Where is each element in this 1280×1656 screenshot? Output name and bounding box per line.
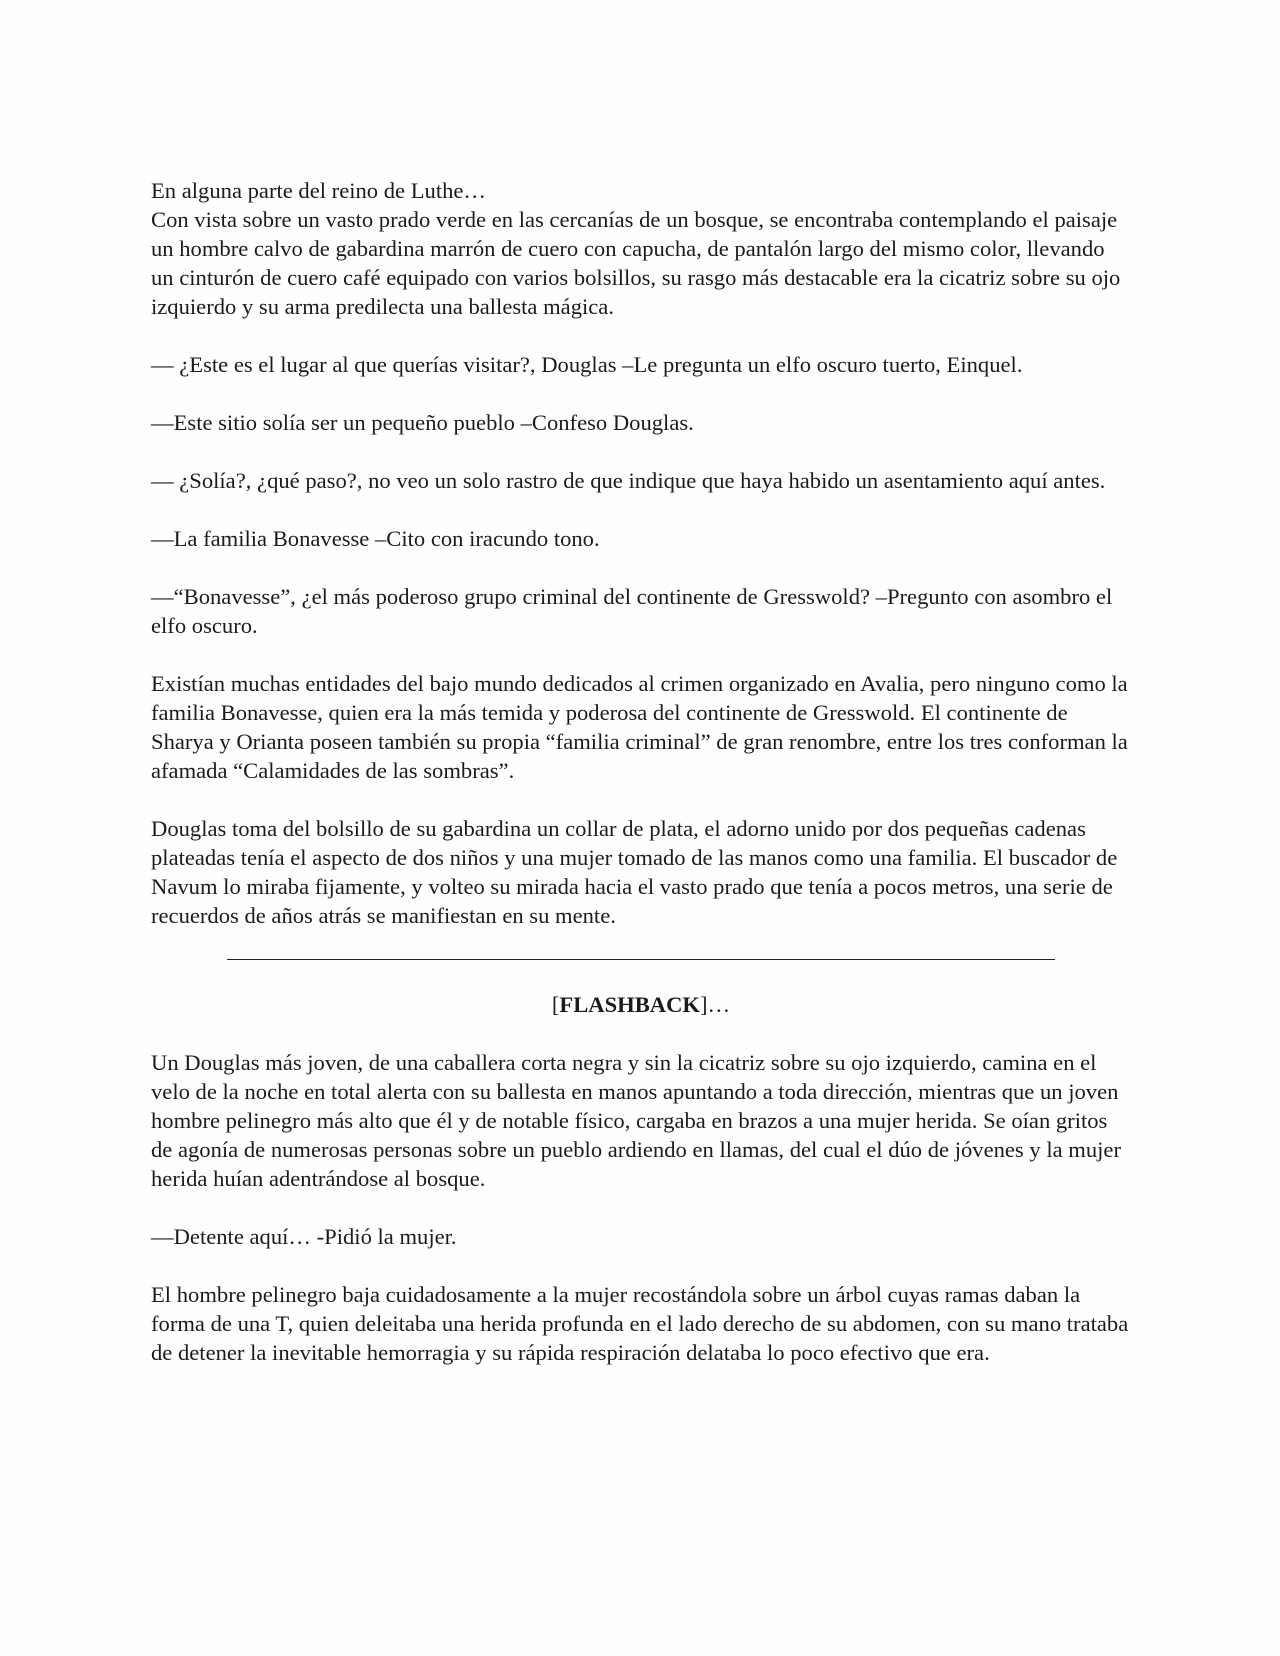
heading-close: ]…: [700, 992, 731, 1017]
dialogue-line: —La familia Bonavesse –Cito con iracundo tono.: [151, 526, 600, 551]
document-body: [151, 176, 1131, 1396]
dialogue-line: —Detente aquí… -Pidió la mujer.: [151, 1224, 457, 1249]
paragraph: Con vista sobre un vasto prado verde en las cercanías de un bosque, se encontraba contemplando el paisaje un hombre calvo de gabardina marrón de cuero con capucha, de pantalón largo del mismo color, llevando un cinturón de cuero café equipado con varios bolsillos, su rasgo más destacable era la cicatriz sobre su ojo izquierdo y su arma predilecta una ballesta mágica.: [151, 207, 1121, 319]
flashback-heading: [151, 990, 1131, 1019]
heading-open-bracket: [: [551, 992, 560, 1017]
paragraph: El hombre pelinegro baja cuidadosamente a la mujer recostándola sobre un árbol cuyas ramas daban la forma de una T, quien deleitaba una herida profunda en el lado derecho de su abdomen, con su mano trataba de detener la inevitable hemorragia y su rápida respiración delataba lo poco efectivo que era.: [151, 1282, 1129, 1365]
dialogue-line: — ¿Solía?, ¿qué paso?, no veo un solo rastro de que indique que haya habido un asentamiento aquí antes.: [151, 468, 1106, 493]
dialogue-line: — ¿Este es el lugar al que querías visitar?, Douglas –Le pregunta un elfo oscuro tuerto, Einquel.: [151, 352, 1023, 377]
paragraph: Existían muchas entidades del bajo mundo dedicados al crimen organizado en Avalia, pero ninguno como la familia Bonavesse, quien era la más temida y poderosa del continente de Gresswold. El continente de Sharya y Orianta poseen también su propia “familia criminal” de gran renombre, entre los tres conforman la afamada “Calamidades de las sombras”.: [151, 671, 1128, 783]
dialogue-line: —Este sitio solía ser un pequeño pueblo –Confeso Douglas.: [151, 410, 694, 435]
paragraph: Douglas toma del bolsillo de su gabardina un collar de plata, el adorno unido por dos pequeñas cadenas plateadas tenía el aspecto de dos niños y una mujer tomado de las manos como una familia. El buscador de Navum lo miraba fijamente, y volteo su mirada hacia el vasto prado que tenía a pocos metros, una serie de recuerdos de años atrás se manifiestan en su mente.: [151, 816, 1118, 928]
dialogue-line: —“Bonavesse”, ¿el más poderoso grupo criminal del continente de Gresswold? –Pregunto con asombro el elfo oscuro.: [151, 584, 1113, 638]
paragraph: Un Douglas más joven, de una caballera corta negra y sin la cicatriz sobre su ojo izquierdo, camina en el velo de la noche en total alerta con su ballesta en manos apuntando a toda dirección, mientras que un joven hombre pelinegro más alto que él y de notable físico, cargaba en brazos a una mujer herida. Se oían gritos de agonía de numerosas personas sobre un pueblo ardiendo en llamas, del cual el dúo de jóvenes y la mujer herida huían adentrándose al bosque.: [151, 1050, 1121, 1191]
heading-bold-text: FLASHBACK: [559, 992, 700, 1017]
section-divider: [227, 959, 1055, 960]
intro-line: En alguna parte del reino de Luthe…: [151, 178, 487, 203]
